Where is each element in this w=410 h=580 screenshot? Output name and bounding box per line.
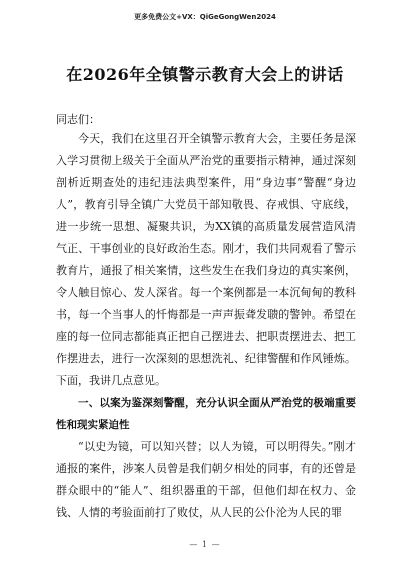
document-body — [56, 128, 356, 524]
section-heading: 一、以案为鉴深刻警醒，充分认识全面从严治党的极端重要性和现实紧迫性 — [56, 397, 356, 431]
salutation: 同志们： — [56, 113, 100, 126]
document-title: 在2026年全镇警示教育大会上的讲话 — [66, 65, 344, 84]
body-paragraph: “以史为镜，可以知兴替；以人为镜，可以明得失。”刚才通报的案件，涉案人员曾是我们朝夕相处的同事，有的还曾是群众眼中的“能人”、组织器重的干部，但他们却在权力、金钱、人情的考验面前打了败仗，从人民的公仆沦为人民的罪 — [56, 440, 356, 519]
page-number: — 1 — — [189, 540, 221, 549]
body-paragraph: 今天，我们在这里召开全镇警示教育大会，主要任务是深入学习贯彻上级关于全面从严治党的重要指示精神，通过深刻剖析近期查处的违纪违法典型案件，用“身边事”警醒“身边人”，教育引导全镇广大党员干部知敬畏、存戒惧、守底线，进一步统一思想、凝聚共识，为XX镇的高质量发展营造风清气正、干事创业的良好政治生态。刚才，我们共同观看了警示教育片，通报了相关案情，这些发生在我们身边的真实案例，令人触目惊心、发人深省。每一个案例都是一本沉甸甸的教科书，每一个当事人的忏悔都是一声声振聋发聩的警钟。希望在座的每一位同志都能真正把自己摆进去、把职责摆进去、把工作摆进去，进行一次深刻的思想洗礼、纪律警醒和作风锤炼。下面，我讲几点意见。 — [56, 132, 356, 387]
page-header: 更多免费公文+VX：QiGeGongWen2024 — [134, 13, 276, 21]
